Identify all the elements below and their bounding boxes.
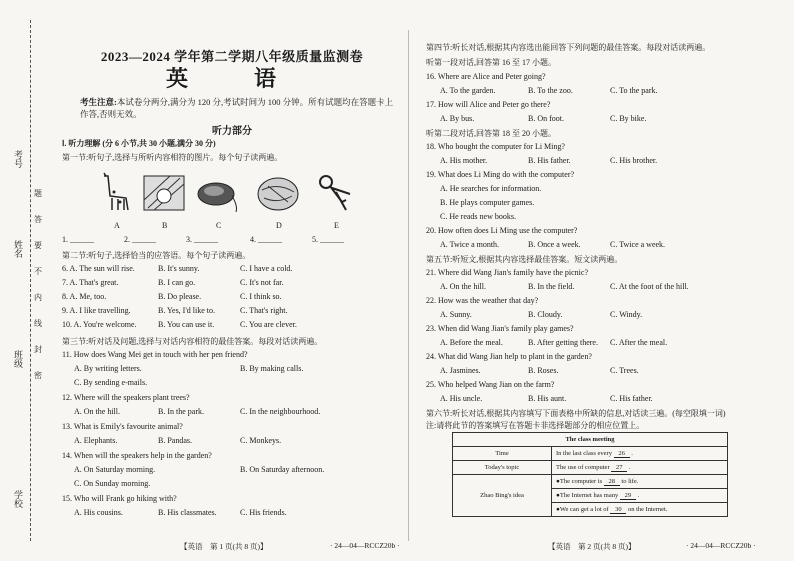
q7-option-b: B. I can go. <box>158 278 196 287</box>
q13-option-b: B. Pandas. <box>158 436 192 445</box>
picture-label: B <box>162 221 168 230</box>
class-meeting-table <box>452 432 728 517</box>
q15-option-a: A. His cousins. <box>74 508 123 517</box>
part1-instruction: 第一节:听句子,选择与所听内容相符的图片。每个句子读两遍。 <box>62 153 283 162</box>
answer-blank: 4. ______ <box>250 235 282 244</box>
answer-blank-30: 30 <box>610 506 626 514</box>
bird-nest-picture <box>254 172 302 214</box>
q11-option-c: C. By sending e-mails. <box>74 378 148 387</box>
q19-option-b: B. He plays computer games. <box>440 198 535 207</box>
page-divider <box>408 30 409 541</box>
picture-label: E <box>334 221 339 230</box>
q8-option-b: B. Do please. <box>158 292 202 301</box>
q20-option-a: A. Twice a month. <box>440 240 500 249</box>
q13-option-a: A. Elephants. <box>74 436 118 445</box>
subject-title: 英 语 <box>165 66 298 91</box>
q12-option-c: C. In the neighbourhood. <box>240 407 321 416</box>
q9-option-b: B. Yes, I'd like to. <box>158 306 216 315</box>
q12-option-b: B. In the park. <box>158 407 204 416</box>
answer-blank-27: 27 <box>611 464 627 472</box>
seal-mark: 答 <box>34 215 42 224</box>
table-row-value: In the last class every 26 . <box>552 447 728 461</box>
q6-option-b: B. It's sunny. <box>158 264 200 273</box>
table-text: ●The computer is <box>556 477 603 485</box>
q25-option-c: C. His father. <box>610 394 653 403</box>
q7-option-a: 7. A. That's great. <box>62 278 119 287</box>
q17-option-b: B. On foot. <box>528 114 564 123</box>
table-row-value <box>552 475 728 489</box>
q18-option-b: B. His father. <box>528 156 571 165</box>
note-text: 本试卷分两分,满分为 120 分,考试时间为 100 分钟。所有试题均在答题卡上作答,否则无效。 <box>80 97 394 119</box>
section-2-instruction: 第二节:听句子,选择恰当的应答语。每个句子读两遍。 <box>62 251 251 260</box>
q17-option-a: A. By bus. <box>440 114 475 123</box>
note-label: 考生注意: <box>80 97 117 107</box>
seal-line <box>30 20 31 541</box>
section-3-instruction: 第三节:听对话及问题,选择与对话内容相符的最佳答案。每段对话读两遍。 <box>62 337 323 346</box>
q19-stem: 19. What does Li Ming do with the computer? <box>426 170 575 179</box>
picture-label: C <box>216 221 222 230</box>
q16-option-a: A. To the garden. <box>440 86 496 95</box>
q12-stem: 12. Where will the speakers plant trees? <box>62 393 190 402</box>
table-row-value: The use of computer 27 . <box>552 461 728 475</box>
q24-stem: 24. What did Wang Jian help to plant in the garden? <box>426 352 592 361</box>
q11-stem: 11. How does Wang Mei get in touch with her pen friend? <box>62 350 248 359</box>
picture-label: D <box>276 221 282 230</box>
q9-option-c: C. That's right. <box>240 306 288 315</box>
q23-option-a: A. Before the meal. <box>440 338 503 347</box>
table-text: In the last class every <box>556 449 612 457</box>
q25-option-a: A. His uncle. <box>440 394 483 403</box>
q22-option-c: C. Windy. <box>610 310 643 319</box>
q14-stem: 14. When will the speakers help in the garden? <box>62 451 212 460</box>
q15-option-b: B. His classmates. <box>158 508 217 517</box>
seal-mark: 内 <box>34 293 42 302</box>
q16-option-c: C. To the park. <box>610 86 658 95</box>
q20-option-c: C. Twice a week. <box>610 240 666 249</box>
q15-option-c: C. His friends. <box>240 508 287 517</box>
q19-option-c: C. He reads new books. <box>440 212 516 221</box>
q14-option-a: A. On Saturday morning. <box>74 465 156 474</box>
answer-blank-29: 29 <box>620 492 636 500</box>
answer-blank-28: 28 <box>604 478 620 486</box>
q22-option-a: A. Sunny. <box>440 310 472 319</box>
table-row-value: ●The Internet has many 29 . <box>552 489 728 503</box>
table-row-label: Today's topic <box>453 461 552 475</box>
q15-stem: 15. Who will Frank go hiking with? <box>62 494 177 503</box>
q7-option-c: C. It's not far. <box>240 278 284 287</box>
q21-option-b: B. In the field. <box>528 282 575 291</box>
page-footer: 【英语 第 1 页(共 8 页)】 <box>180 542 268 551</box>
table-text: on the Internet. <box>627 505 668 513</box>
part1-heading: Ⅰ. 听力理解 (分 6 小节,共 30 小题,满分 30 分) <box>62 139 216 148</box>
q14-option-b: B. On Saturday afternoon. <box>240 465 325 474</box>
seal-mark: 线 <box>34 319 42 328</box>
table-header: The class meeting <box>453 433 728 447</box>
table-text: ●We can get a lot of <box>556 505 609 513</box>
listening-section-title: 听力部分 <box>212 126 252 137</box>
q22-option-b: B. Cloudy. <box>528 310 563 319</box>
table-row-value <box>552 503 728 517</box>
q10-option-b: B. You can use it. <box>158 320 215 329</box>
seal-mark: 密 <box>34 371 42 380</box>
q11-option-a: A. By writing letters. <box>74 364 142 373</box>
seal-mark: 题 <box>34 189 42 198</box>
table-text: to life. <box>621 477 639 485</box>
q19-option-a: A. He searches for information. <box>440 184 542 193</box>
q24-option-a: A. Jasmines. <box>440 366 481 375</box>
q21-stem: 21. Where did Wang Jian's family have the picnic? <box>426 268 589 277</box>
q17-option-c: C. By bike. <box>610 114 647 123</box>
section-6-instruction: 第六节:听长对话,根据其内容填写下面表格中所缺的信息,对话读三遍。(每空限填一词) <box>426 409 726 418</box>
label-name: 姓名 <box>13 240 23 258</box>
q24-option-c: C. Trees. <box>610 366 639 375</box>
giraffe-picture <box>92 172 140 214</box>
page-footer: 【英语 第 2 页(共 8 页)】 <box>548 542 636 551</box>
q17-stem: 17. How will Alice and Peter go there? <box>426 100 551 109</box>
answer-blank: 2. ______ <box>124 235 156 244</box>
q13-option-c: C. Monkeys. <box>240 436 282 445</box>
q23-option-c: C. After the meal. <box>610 338 668 347</box>
q16-option-b: B. To the zoo. <box>528 86 573 95</box>
dialogue-2-note: 听第二段对话,回答第 18 至 20 小题。 <box>426 129 556 138</box>
table-text: The use of computer <box>556 463 610 471</box>
q23-option-b: B. After getting there. <box>528 338 598 347</box>
binding-margin <box>0 0 62 561</box>
q14-option-c: C. On Sunday morning. <box>74 479 151 488</box>
seal-mark: 封 <box>34 345 42 354</box>
q6-option-a: 6. A. The sun will rise. <box>62 264 135 273</box>
table-row-label: Zhao Bing's idea <box>453 475 552 517</box>
q18-stem: 18. Who bought the computer for Li Ming? <box>426 142 565 151</box>
answer-blank: 1. ______ <box>62 235 94 244</box>
label-school: 学校 <box>13 490 23 508</box>
q9-option-a: 9. A. I like travelling. <box>62 306 131 315</box>
q8-option-a: 8. A. Me, too. <box>62 292 107 301</box>
q20-option-b: B. Once a week. <box>528 240 581 249</box>
q13-stem: 13. What is Emily's favourite animal? <box>62 422 183 431</box>
q6-option-c: C. I have a cold. <box>240 264 293 273</box>
q18-option-c: C. His brother. <box>610 156 658 165</box>
q24-option-b: B. Roses. <box>528 366 559 375</box>
section-6-note: 注:请将此节的答案填写在答题卡非选择题部分的相应位置上。 <box>426 421 645 430</box>
exam-note <box>80 96 398 120</box>
q23-stem: 23. When did Wang Jian's family play games? <box>426 324 574 333</box>
answer-blank: 3. ______ <box>186 235 218 244</box>
q10-option-a: 10. A. You're welcome. <box>62 320 137 329</box>
seal-mark: 不 <box>34 267 42 276</box>
section-5-instruction: 第五节:听短文,根据其内容选择最佳答案。短文读两遍。 <box>426 255 623 264</box>
table-text: ●The Internet has many <box>556 491 619 499</box>
q25-option-b: B. His aunt. <box>528 394 567 403</box>
q25-stem: 25. Who helped Wang Jian on the farm? <box>426 380 555 389</box>
label-class: 班级 <box>13 350 23 368</box>
q18-option-a: A. His mother. <box>440 156 488 165</box>
computer-mouse-picture <box>192 172 240 214</box>
q8-option-c: C. I think so. <box>240 292 282 301</box>
table-row-label: Time <box>453 447 552 461</box>
q16-stem: 16. Where are Alice and Peter going? <box>426 72 546 81</box>
label-exam-number: 考号 <box>13 150 23 168</box>
q21-option-a: A. On the hill. <box>440 282 486 291</box>
exam-title: 2023—2024 学年第二学期八年级质量监测卷 <box>100 49 364 64</box>
q12-option-a: A. On the hill. <box>74 407 120 416</box>
answer-blank: 5. ______ <box>312 235 344 244</box>
page-code: · 24—04—RCCZ20b · <box>686 541 756 550</box>
section-4-instruction: 第四节:听长对话,根据其内容选出能回答下列问题的最佳答案。每段对话读两遍。 <box>426 43 711 52</box>
q10-option-c: C. You are clever. <box>240 320 297 329</box>
panda-bamboo-picture <box>140 172 188 214</box>
picture-label: A <box>114 221 120 230</box>
q11-option-b: B. By making calls. <box>240 364 304 373</box>
page-code: · 24—04—RCCZ20b · <box>330 541 400 550</box>
q20-stem: 20. How often does Li Ming use the computer? <box>426 226 578 235</box>
q22-stem: 22. How was the weather that day? <box>426 296 539 305</box>
answer-blank-26: 26 <box>614 450 630 458</box>
dialogue-1-note: 听第一段对话,回答第 16 至 17 小题。 <box>426 58 556 67</box>
seal-mark: 要 <box>34 241 42 250</box>
keys-picture <box>312 172 360 214</box>
q21-option-c: C. At the foot of the hill. <box>610 282 689 291</box>
